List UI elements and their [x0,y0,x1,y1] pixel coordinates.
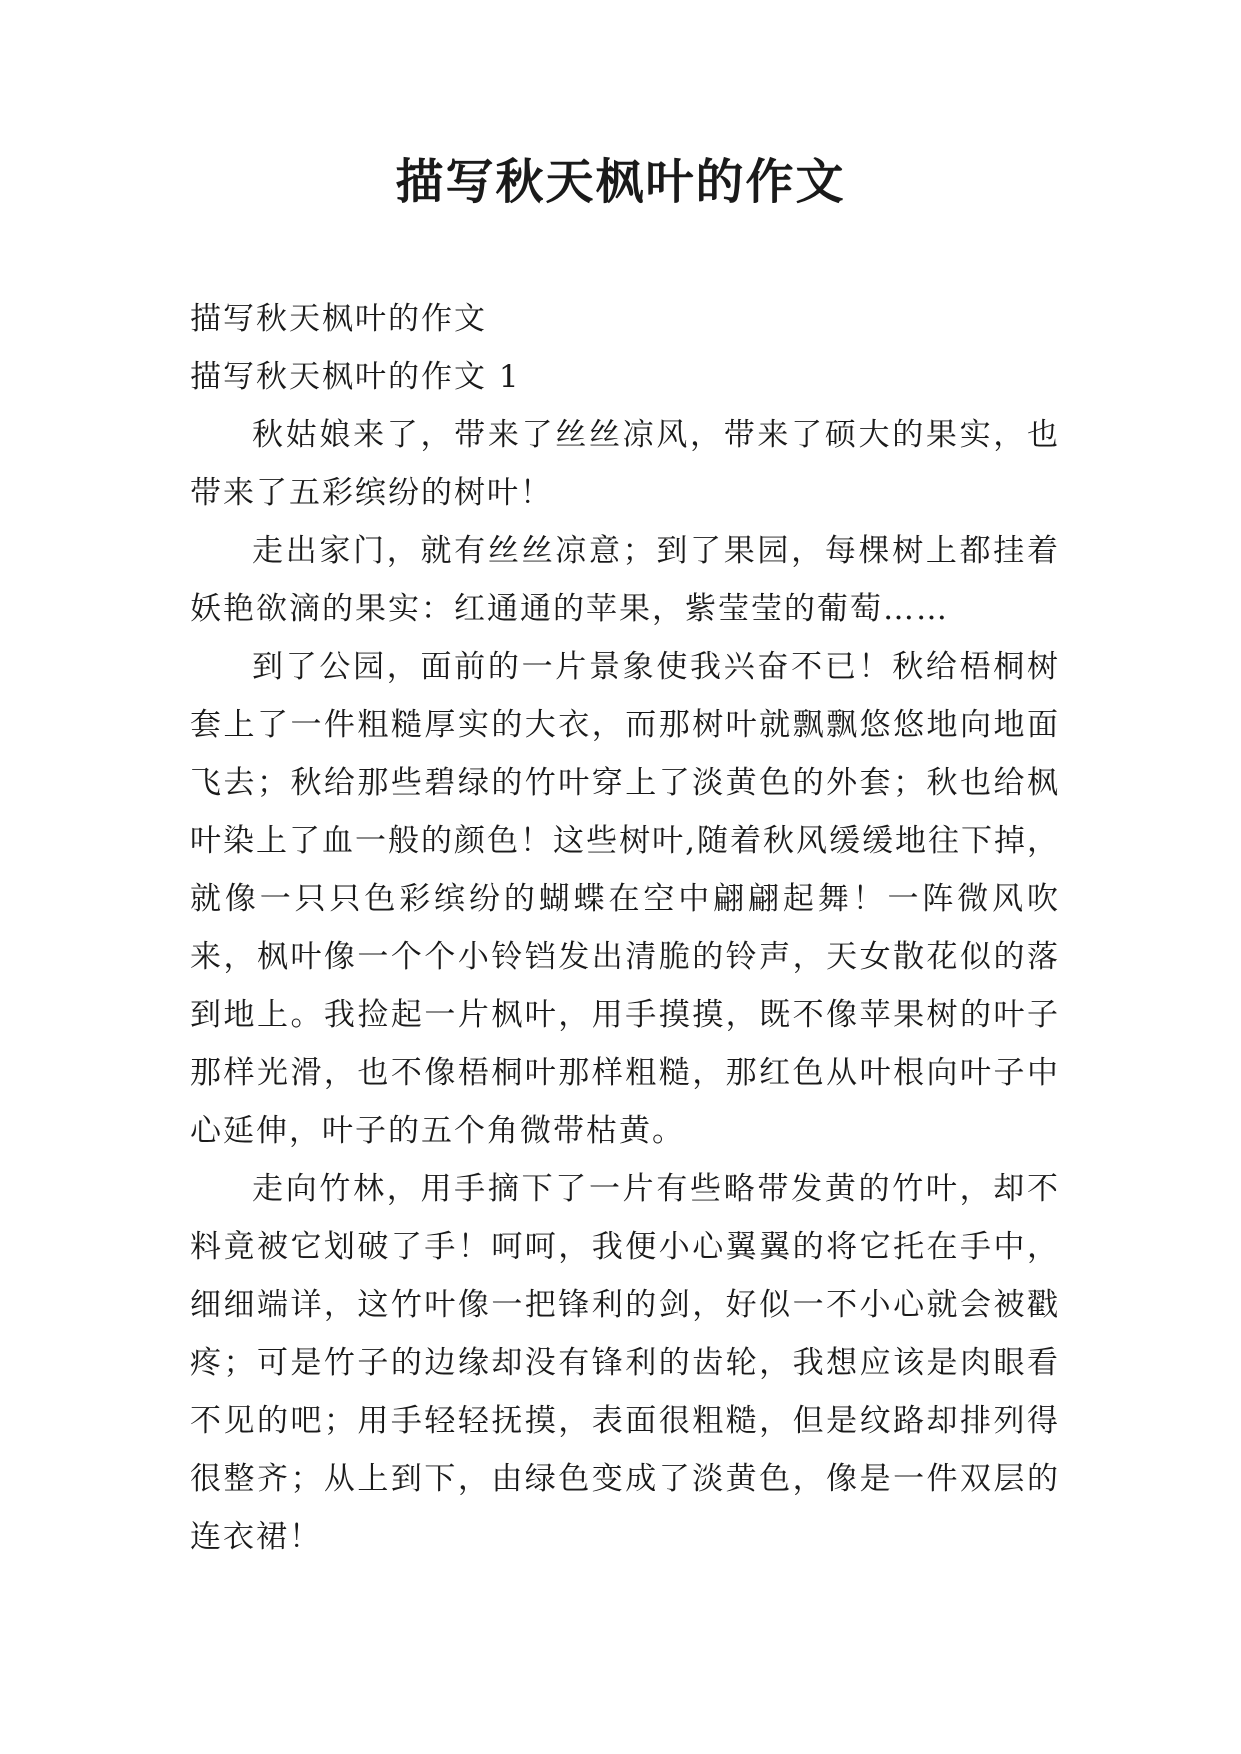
document-subtitle: 描写秋天枫叶的作文 [190,301,487,337]
paragraph-2: 走出家门，就有丝丝凉意；到了果园，每棵树上都挂着妖艳欲滴的果实：红通通的苹果，紫莹莹的葡萄…… [190,533,1060,627]
document-body [190,290,1060,1566]
paragraph-4: 走向竹林，用手摘下了一片有些略带发黄的竹叶，却不料竟被它划破了手！呵呵，我便小心翼翼的将它托在手中，细细端详，这竹叶像一把锋利的剑，好似一不小心就会被戳疼；可是竹子的边缘却没有锋利的齿轮，我想应该是肉眼看不见的吧；用手轻轻抚摸，表面很粗糙，但是纹路却排列得很整齐；从上到下，由绿色变成了淡黄色，像是一件双层的连衣裙！ [190,1171,1060,1555]
section-heading: 描写秋天枫叶的作文 1 [190,359,521,395]
paragraph-3: 到了公园，面前的一片景象使我兴奋不已！秋给梧桐树套上了一件粗糙厚实的大衣，而那树叶就飘飘悠悠地向地面飞去；秋给那些碧绿的竹叶穿上了淡黄色的外套；秋也给枫叶染上了血一般的颜色！这些树叶,随着秋风缓缓地往下掉，就像一只只色彩缤纷的蝴蝶在空中翩翩起舞！一阵微风吹来，枫叶像一个个小铃铛发出清脆的铃声，天女散花似的落到地上。我捡起一片枫叶，用手摸摸，既不像苹果树的叶子那样光滑，也不像梧桐叶那样粗糙，那红色从叶根向叶子中心延伸，叶子的五个角微带枯黄。 [190,649,1060,1149]
page-title: 描写秋天枫叶的作文 [395,154,846,210]
paragraph-1: 秋姑娘来了，带来了丝丝凉风，带来了硕大的果实，也带来了五彩缤纷的树叶！ [190,417,1060,511]
